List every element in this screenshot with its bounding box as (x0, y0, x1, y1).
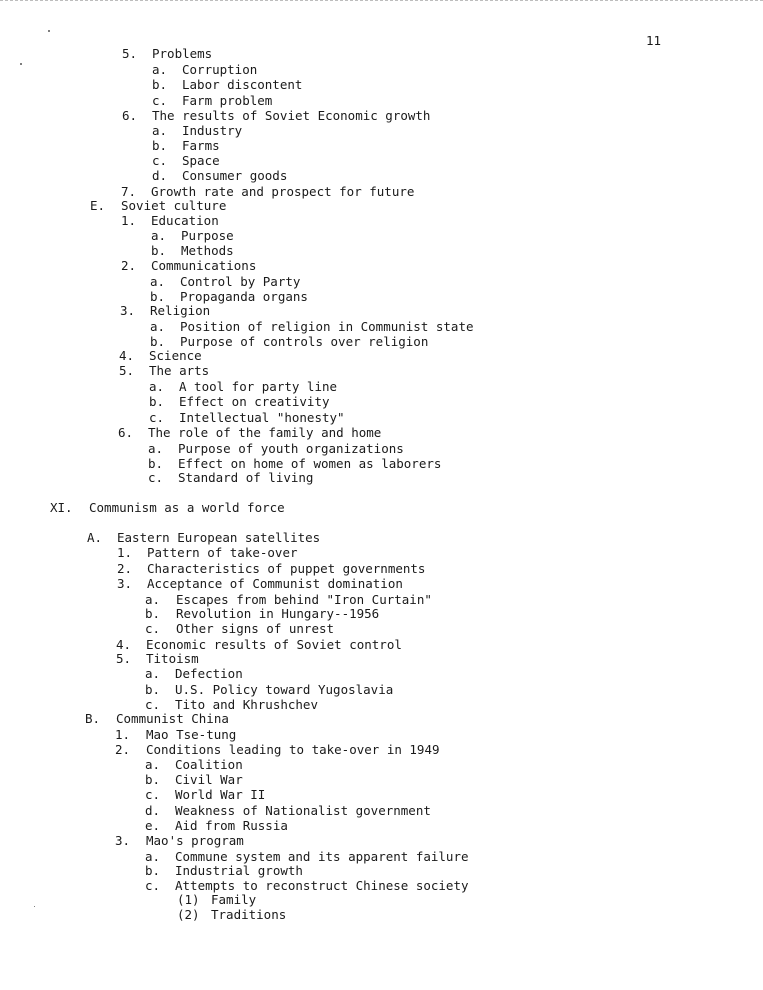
outline-text: Conditions leading to take-over in 1949 (146, 742, 440, 757)
outline-text: The results of Soviet Economic growth (152, 108, 431, 123)
outline-marker: b. (152, 138, 168, 153)
outline-text: The arts (149, 363, 210, 378)
outline-marker: a. (152, 123, 168, 138)
outline-item (115, 727, 236, 742)
outline-text: Soviet culture (121, 198, 227, 213)
outline-item (115, 742, 440, 757)
outline-marker: b. (148, 456, 164, 471)
outline-item (117, 576, 403, 591)
outline-text: Titoism (146, 651, 199, 666)
outline-marker: a. (145, 757, 161, 772)
outline-marker: 1. (121, 213, 137, 228)
outline-marker: 4. (119, 348, 135, 363)
outline-item (151, 228, 234, 243)
outline-marker: c. (149, 410, 165, 425)
outline-item (122, 46, 212, 61)
outline-text: Effect on home of women as laborers (178, 456, 442, 471)
outline-marker: B. (85, 711, 101, 726)
outline-item (149, 379, 337, 394)
outline-item (145, 666, 243, 681)
outline-text: Standard of living (178, 470, 314, 485)
outline-marker: 4. (116, 637, 132, 652)
outline-item (117, 545, 298, 560)
outline-marker: d. (152, 168, 168, 183)
outline-item (150, 289, 308, 304)
outline-text: The role of the family and home (148, 425, 382, 440)
outline-marker: c. (145, 878, 161, 893)
outline-marker: 5. (119, 363, 135, 378)
outline-marker: 3. (117, 576, 133, 591)
outline-marker: XI. (50, 500, 73, 515)
outline-marker: a. (145, 849, 161, 864)
outline-marker: b. (145, 863, 161, 878)
outline-text: Characteristics of puppet governments (147, 561, 426, 576)
outline-item (145, 878, 469, 893)
outline-text: Other signs of unrest (176, 621, 335, 636)
outline-item (149, 394, 330, 409)
outline-marker: a. (148, 441, 164, 456)
outline-item (151, 243, 234, 258)
outline-text: Family (211, 892, 257, 907)
outline-item (90, 198, 226, 213)
outline-item (145, 818, 288, 833)
outline-text: Farms (182, 138, 220, 153)
outline-marker: b. (152, 77, 168, 92)
outline-text: Purpose of controls over religion (180, 334, 429, 349)
outline-item (152, 138, 220, 153)
outline-marker: 3. (115, 833, 131, 848)
outline-text: U.S. Policy toward Yugoslavia (175, 682, 394, 697)
outline-text: Corruption (182, 62, 258, 77)
outline-marker: b. (150, 334, 166, 349)
outline-item (119, 363, 209, 378)
outline-text: Propaganda organs (180, 289, 308, 304)
outline-item (150, 319, 474, 334)
outline-marker: 6. (122, 108, 138, 123)
outline-marker: (1) (177, 892, 200, 907)
outline-item (121, 258, 256, 273)
scan-speck (48, 30, 50, 32)
outline-item (152, 77, 302, 92)
outline-item (121, 213, 219, 228)
outline-text: Escapes from behind "Iron Curtain" (176, 592, 432, 607)
outline-item (177, 892, 256, 907)
outline-item (115, 833, 244, 848)
outline-text: Purpose of youth organizations (178, 441, 404, 456)
outline-text: Commune system and its apparent failure (175, 849, 469, 864)
outline-text: Economic results of Soviet control (146, 637, 402, 652)
outline-text: Communist China (116, 711, 229, 726)
outline-text: Aid from Russia (175, 818, 288, 833)
outline-text: Religion (150, 303, 211, 318)
outline-marker: 2. (117, 561, 133, 576)
outline-item (148, 470, 313, 485)
outline-text: Pattern of take-over (147, 545, 298, 560)
outline-text: Revolution in Hungary--1956 (176, 606, 380, 621)
outline-item (116, 651, 199, 666)
outline-item (152, 168, 287, 183)
outline-marker: b. (145, 772, 161, 787)
outline-text: A tool for party line (179, 379, 338, 394)
outline-item (152, 123, 242, 138)
outline-text: Industrial growth (175, 863, 303, 878)
outline-marker: 2. (121, 258, 137, 273)
outline-item (122, 108, 430, 123)
outline-text: Intellectual "honesty" (179, 410, 345, 425)
outline-marker: c. (145, 621, 161, 636)
outline-item (149, 410, 345, 425)
outline-item (150, 274, 300, 289)
outline-item (145, 863, 303, 878)
outline-marker: 1. (115, 727, 131, 742)
outline-text: Effect on creativity (179, 394, 330, 409)
outline-marker: a. (149, 379, 165, 394)
outline-text: Communism as a world force (89, 500, 285, 515)
outline-marker: b. (149, 394, 165, 409)
outline-marker: (2) (177, 907, 200, 922)
outline-marker: b. (151, 243, 167, 258)
outline-text: Control by Party (180, 274, 301, 289)
outline-marker: E. (90, 198, 106, 213)
outline-item (118, 425, 381, 440)
outline-marker: 2. (115, 742, 131, 757)
outline-text: Methods (181, 243, 234, 258)
outline-text: Weakness of Nationalist government (175, 803, 431, 818)
outline-marker: A. (87, 530, 103, 545)
outline-item (145, 621, 334, 636)
outline-marker: b. (150, 289, 166, 304)
outline-marker: 5. (122, 46, 138, 61)
outline-item (148, 456, 441, 471)
outline-item (120, 303, 210, 318)
outline-item (145, 757, 243, 772)
outline-item (145, 787, 265, 802)
outline-marker: 3. (120, 303, 136, 318)
scan-speck (34, 906, 35, 907)
outline-marker: c. (148, 470, 164, 485)
outline-marker: 5. (116, 651, 132, 666)
outline-marker: a. (145, 592, 161, 607)
outline-item (116, 637, 402, 652)
outline-marker: c. (152, 153, 168, 168)
outline-text: Civil War (175, 772, 243, 787)
outline-text: Science (149, 348, 202, 363)
outline-text: Industry (182, 123, 243, 138)
outline-text: Traditions (211, 907, 287, 922)
outline-text: Position of religion in Communist state (180, 319, 474, 334)
outline-item (87, 530, 320, 545)
outline-item (117, 561, 425, 576)
outline-text: Education (151, 213, 219, 228)
outline-item (145, 772, 243, 787)
outline-text: Purpose (181, 228, 234, 243)
outline-item (145, 682, 393, 697)
outline-item (152, 93, 272, 108)
scan-speck (20, 63, 22, 65)
outline-item (145, 803, 431, 818)
outline-marker: a. (150, 319, 166, 334)
outline-item (152, 62, 257, 77)
outline-marker: d. (145, 803, 161, 818)
outline-item (119, 348, 202, 363)
outline-marker: 1. (117, 545, 133, 560)
outline-marker: c. (152, 93, 168, 108)
outline-marker: a. (145, 666, 161, 681)
outline-marker: a. (151, 228, 167, 243)
outline-item (148, 441, 404, 456)
outline-text: Mao's program (146, 833, 244, 848)
outline-marker: b. (145, 606, 161, 621)
outline-item (152, 153, 220, 168)
page-top-edge (0, 0, 763, 1)
outline-marker: a. (152, 62, 168, 77)
outline-marker: 7. (121, 184, 137, 199)
outline-item (145, 592, 432, 607)
page-number: 11 (646, 33, 662, 48)
outline-item (145, 606, 379, 621)
outline-text: Communications (151, 258, 257, 273)
outline-marker: e. (145, 818, 161, 833)
outline-item (50, 500, 285, 515)
outline-text: Acceptance of Communist domination (147, 576, 403, 591)
outline-text: Defection (175, 666, 243, 681)
outline-marker: b. (145, 682, 161, 697)
outline-marker: c. (145, 787, 161, 802)
outline-item (145, 697, 318, 712)
outline-text: Eastern European satellites (117, 530, 321, 545)
outline-text: Labor discontent (182, 77, 303, 92)
outline-marker: a. (150, 274, 166, 289)
outline-marker: 6. (118, 425, 134, 440)
outline-text: Coalition (175, 757, 243, 772)
outline-text: Attempts to reconstruct Chinese society (175, 878, 469, 893)
outline-text: Growth rate and prospect for future (151, 184, 415, 199)
outline-text: Space (182, 153, 220, 168)
outline-item (177, 907, 286, 922)
outline-item (150, 334, 428, 349)
outline-text: Farm problem (182, 93, 273, 108)
outline-item (121, 184, 414, 199)
outline-item (85, 711, 229, 726)
outline-item (145, 849, 469, 864)
outline-text: World War II (175, 787, 266, 802)
outline-text: Consumer goods (182, 168, 288, 183)
outline-text: Tito and Khrushchev (175, 697, 318, 712)
outline-text: Problems (152, 46, 213, 61)
outline-text: Mao Tse-tung (146, 727, 237, 742)
outline-marker: c. (145, 697, 161, 712)
